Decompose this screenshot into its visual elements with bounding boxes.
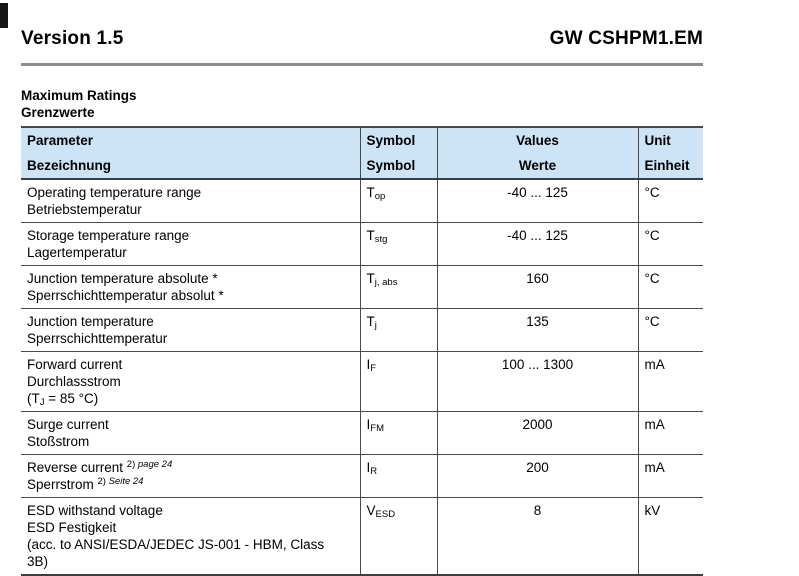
parameter-line: ESD withstand voltage [27,503,163,518]
header-row-en [21,127,703,153]
parameter-line: Junction temperature absolute * [27,271,218,286]
parameter-line: ($T_J = 85$ °C) [27,391,99,408]
datasheet-page [21,0,703,576]
parameter-line: Surge current [27,417,109,432]
parameter-line: Reverse current $^{2)}$ $^{page 24}$ [27,459,173,475]
ratings-table-body [21,179,703,575]
col-header-parameter: Parameter [21,127,360,153]
table-row [21,352,703,412]
symbol-cell: $I_F$ [360,352,437,412]
col-header-symbol: Symbol [360,127,437,153]
unit-cell: °C [638,179,703,223]
table-row [21,266,703,309]
value-cell: -40 ... 125 [437,223,638,266]
parameter-line: 3B) [27,554,49,569]
parameter-line: Storage temperature range [27,228,190,243]
parameter-line: Sperrstrom $^{2)}$ $^{Seite 24}$ [27,476,144,492]
value-cell: -40 ... 125 [437,179,638,223]
maximum-ratings-table [21,126,703,576]
unit-cell: mA [638,412,703,455]
parameter-line: Sperrschichttemperatur [27,331,168,346]
unit-cell: °C [638,309,703,352]
symbol-cell: $I_R$ [360,455,437,498]
col-header-symbol-de: Symbol [360,153,437,179]
col-header-einheit: Einheit [638,153,703,179]
parameter-cell [21,223,360,266]
version-label: Version 1.5 [21,28,124,49]
parameter-line: (acc. to ANSI/ESDA/JEDEC JS-001 - HBM, Class [27,537,325,552]
table-row [21,455,703,498]
header-row-de [21,153,703,179]
parameter-line: Junction temperature [27,314,154,329]
parameter-cell [21,455,360,498]
parameter-cell [21,412,360,455]
parameter-line: Durchlassstrom [27,374,121,389]
symbol-cell: $T_{op}$ [360,179,437,223]
section-title-de: Grenzwerte [21,105,95,120]
col-header-werte: Werte [437,153,638,179]
parameter-line: Sperrschichttemperatur absolut * [27,288,224,303]
parameter-cell [21,179,360,223]
value-cell: 2000 [437,412,638,455]
parameter-line: Operating temperature range [27,185,202,200]
value-cell: 160 [437,266,638,309]
col-header-bezeichnung: Bezeichnung [21,153,360,179]
ratings-table-header [21,127,703,179]
parameter-line: ESD Festigkeit [27,520,117,535]
value-cell: 135 [437,309,638,352]
parameter-cell [21,309,360,352]
parameter-cell [21,498,360,576]
parameter-line: Stoßstrom [27,434,90,449]
table-row [21,309,703,352]
unit-cell: °C [638,266,703,309]
section-title [21,87,703,121]
table-row [21,223,703,266]
unit-cell: kV [638,498,703,576]
table-row [21,412,703,455]
value-cell: 100 ... 1300 [437,352,638,412]
parameter-cell [21,352,360,412]
scan-artifact [0,3,8,28]
symbol-cell: $T_j$ [360,309,437,352]
section-title-en: Maximum Ratings [21,88,137,103]
col-header-values: Values [437,127,638,153]
unit-cell: mA [638,352,703,412]
symbol-cell: $T_{j, abs}$ [360,266,437,309]
symbol-cell: $I_{FM}$ [360,412,437,455]
parameter-line: Lagertemperatur [27,245,127,260]
document-header [21,28,703,50]
symbol-cell: $V_{ESD}$ [360,498,437,576]
col-header-unit: Unit [638,127,703,153]
parameter-cell [21,266,360,309]
table-row [21,498,703,576]
parameter-line: Forward current [27,357,123,372]
symbol-cell: $T_{stg}$ [360,223,437,266]
product-code: GW CSHPM1.EM [549,28,703,49]
header-rule [21,63,703,66]
value-cell: 200 [437,455,638,498]
parameter-line: Betriebstemperatur [27,202,142,217]
unit-cell: mA [638,455,703,498]
value-cell: 8 [437,498,638,576]
unit-cell: °C [638,223,703,266]
table-row [21,179,703,223]
